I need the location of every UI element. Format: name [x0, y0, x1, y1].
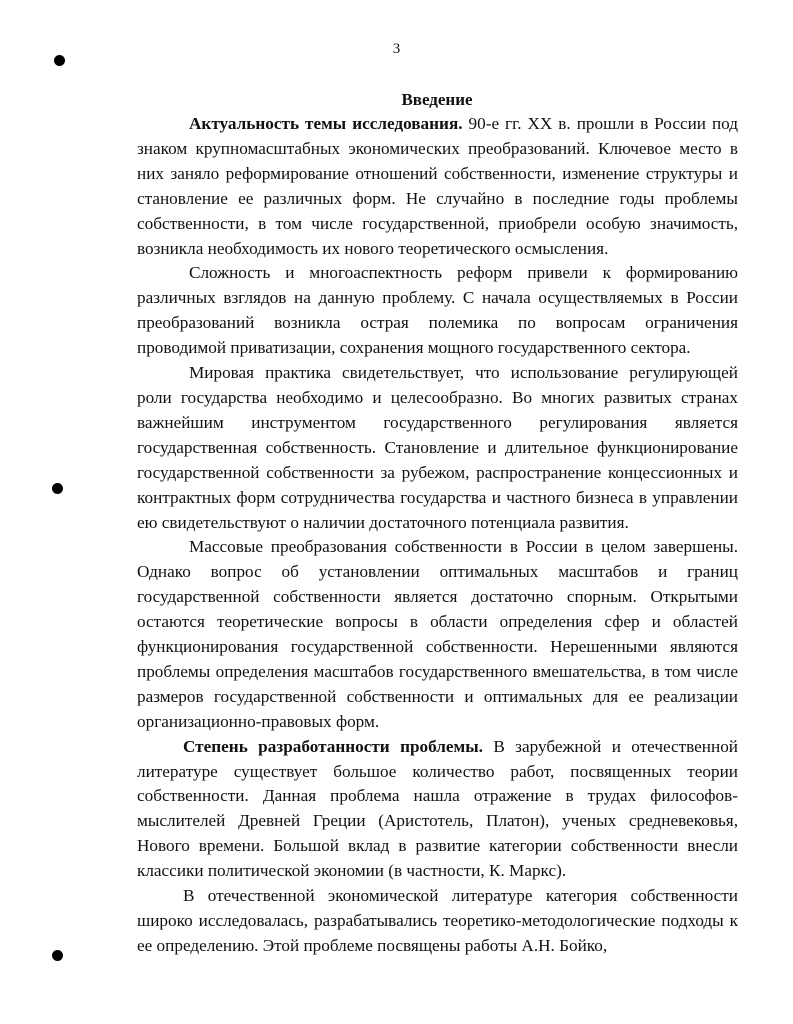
- paragraph-text: Массовые преобразования собственности в России в целом завершены. Однако вопрос об установлении оптимальных масштабов и границ государственной собственности является достаточно спорным. Открытыми остаются теоретические вопросы в области определения сфер и областей функционирования государственной собственности. Нерешенными являются проблемы определения масштабов государственного вмешательства, в том числе размеров государственной собственности и оптимальных для ее реализации организационно-правовых форм.: [137, 537, 738, 731]
- paragraph-relevance: [137, 112, 738, 261]
- paragraph-text: Мировая практика свидетельствует, что использование регулирующей роли государства необходимо и целесообразно. Во многих развитых странах важнейшим инструментом государственного регулирования является государственная собственность. Становление и длительное функционирование государственной собственности за рубежом, распространение концессионных и контрактных форм сотрудничества государства и частного бизнеса в управлении ею свидетельствуют о наличии достаточного потенциала развития.: [137, 363, 738, 532]
- paragraph-lead: Степень разработанности проблемы.: [183, 736, 483, 756]
- paragraph-text: В зарубежной и отечественной литературе существует большое количество работ, посвященных теории собственности. Данная проблема нашла отражение в трудах философов-мыслителей Древней Греции (Аристотель, Платон), ученых средневековья, Нового времени. Большой вклад в развитие категории собственности внесли классики политической экономии (в частности, К. Маркс).: [137, 736, 738, 881]
- body-text: [137, 112, 738, 959]
- paragraph-complexity: [137, 261, 738, 361]
- paragraph-degree-of-development: [137, 735, 738, 884]
- paragraph-text: 90-е гг. XX в. прошли в России под знаком крупномасштабных экономических преобразований. Ключевое место в них заняло реформирование отношений собственности, изменение структуры и становление ее различных форм. Не случайно в последние годы проблемы собственности, в том числе государственной, приобрели особую значимость, возникла необходимость их нового теоретического осмысления.: [137, 114, 738, 258]
- paragraph-text: В отечественной экономической литературе категория собственности широко исследовалась, разрабатывались теоретико-методологические подходы к ее определению. Этой проблеме посвящены работы А.Н. Бойко,: [137, 886, 738, 955]
- paragraph-lead: Актуальность темы исследования.: [189, 114, 463, 133]
- page-number: 3: [392, 41, 401, 57]
- paragraph-mass-transformations: [137, 535, 738, 734]
- punch-hole-mark: [52, 950, 63, 961]
- paragraph-domestic-literature: [137, 884, 738, 959]
- punch-hole-mark: [52, 483, 63, 494]
- paragraph-world-practice: [137, 361, 738, 535]
- paragraph-text: Сложность и многоаспектность реформ привели к формированию различных взглядов на данную проблему. С начала осуществляемых в России преобразований возникла острая полемика по вопросам ограничения проводимой приватизации, сохранения мощного государственного сектора.: [137, 263, 738, 358]
- section-heading: Введение: [401, 90, 473, 109]
